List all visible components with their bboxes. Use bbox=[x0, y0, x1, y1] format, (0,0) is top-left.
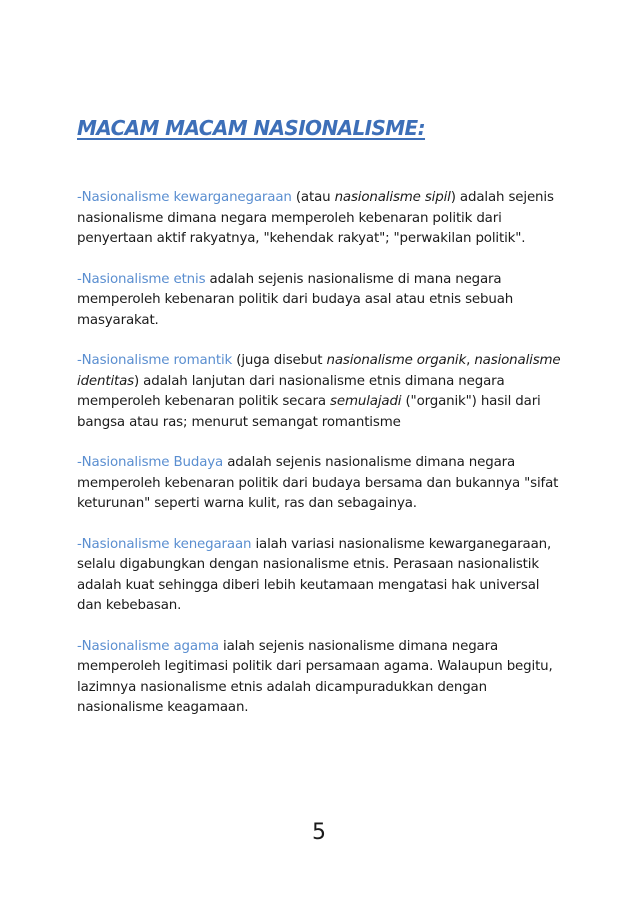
paragraph-nasionalisme-etnis bbox=[77, 270, 567, 332]
italic-term: nasionalisme identitas bbox=[77, 353, 561, 389]
term-nasionalisme-budaya: -Nasionalisme Budaya bbox=[77, 455, 224, 470]
term-nasionalisme-kewarganegaraan: -Nasionalisme kewarganegaraan bbox=[77, 190, 292, 205]
paragraph-nasionalisme-kewarganegaraan bbox=[77, 188, 567, 250]
paragraph-text: ialah sejenis nasionalisme dimana negara memperoleh legitimasi politik dari persamaan agama. Walaupun begitu, lazimnya nasionalisme etnis adalah dicampuradukkan dengan nasionalisme keagamaan. bbox=[77, 638, 553, 715]
paragraph-nasionalisme-kenegaraan bbox=[77, 535, 567, 617]
term-nasionalisme-etnis: -Nasionalisme etnis bbox=[77, 271, 206, 287]
page-number: 5 bbox=[312, 820, 326, 845]
document-body bbox=[77, 188, 567, 739]
italic-term: nasionalisme sipil bbox=[334, 190, 451, 205]
italic-term: semulajadi bbox=[330, 394, 402, 409]
paragraph-text: (juga disebut bbox=[232, 353, 327, 368]
page-title: MACAM MACAM NASIONALISME: bbox=[77, 116, 426, 140]
paragraph-nasionalisme-agama bbox=[77, 637, 567, 719]
term-nasionalisme-kenegaraan: -Nasionalisme kenegaraan bbox=[77, 536, 252, 552]
paragraph-text: adalah sejenis nasionalisme di mana negara memperoleh kebenaran politik dari budaya asal atau etnis sebuah masyarakat. bbox=[77, 271, 514, 328]
term-nasionalisme-agama: -Nasionalisme agama bbox=[77, 638, 219, 654]
paragraph-text: ialah variasi nasionalisme kewarganegaraan, selalu digabungkan dengan nasionalisme etnis. Perasaan nasionalistik adalah kuat sehingga diberi lebih keutamaan mengatasi hak universal dan kebebasan. bbox=[77, 536, 552, 613]
paragraph-nasionalisme-budaya bbox=[77, 453, 567, 515]
term-nasionalisme-romantik: -Nasionalisme romantik bbox=[77, 353, 233, 368]
italic-term: nasionalisme organik bbox=[326, 353, 467, 368]
paragraph-text: ) adalah lanjutan dari nasionalisme etnis dimana negara memperoleh kebenaran politik secara bbox=[77, 373, 505, 409]
paragraph-text: ("organik") hasil dari bangsa atau ras; menurut semangat romantisme bbox=[77, 394, 541, 430]
paragraph-text: adalah sejenis nasionalisme dimana negara memperoleh kebenaran politik dari budaya bersama dan bukannya "sifat keturunan" seperti warna kulit, ras dan sebagainya. bbox=[77, 455, 559, 511]
paragraph-text: ) adalah sejenis nasionalisme dimana negara memperoleh kebenaran politik dari penyertaan aktif rakyatnya, "kehendak rakyat"; "perwakilan politik". bbox=[77, 190, 554, 246]
paragraph-text: , bbox=[466, 353, 475, 368]
paragraph-nasionalisme-romantik bbox=[77, 351, 567, 433]
paragraph-text: (atau bbox=[291, 190, 335, 205]
